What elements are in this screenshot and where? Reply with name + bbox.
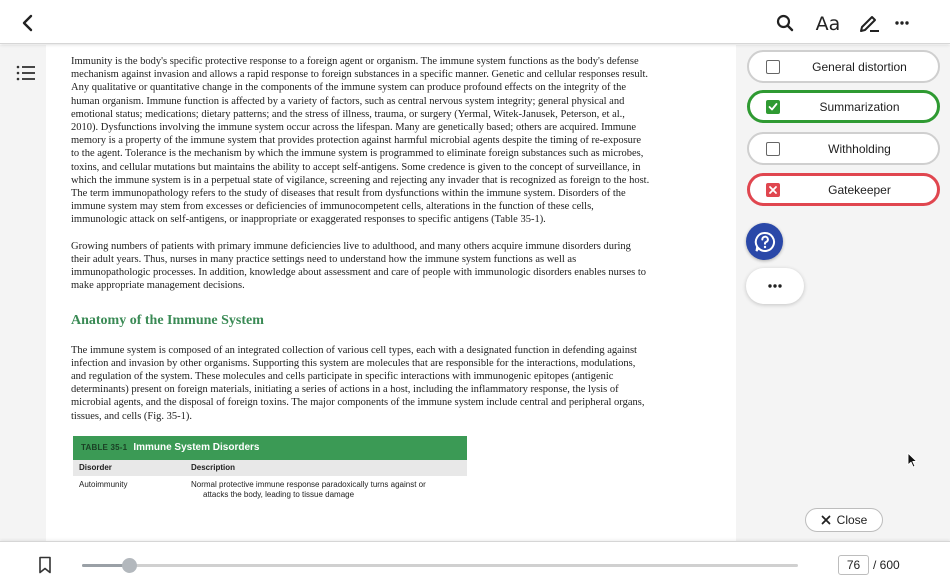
table-column-headers: [73, 460, 467, 476]
close-button[interactable]: [805, 508, 883, 532]
top-toolbar: [0, 0, 950, 44]
option-summarization[interactable]: [747, 90, 940, 123]
font-settings-button[interactable]: Aa: [815, 13, 841, 35]
option-withholding[interactable]: [747, 132, 940, 165]
option-label: Gatekeeper: [828, 182, 891, 197]
left-rail: [0, 45, 46, 541]
option-label: Withholding: [828, 141, 891, 156]
bottom-toolbar: [0, 541, 950, 586]
table-title: Immune System Disorders: [133, 442, 260, 454]
bookmark-icon: [38, 556, 52, 574]
column-header-disorder: Disorder: [79, 463, 112, 473]
cell-description: Normal protective immune response paradoxically turns against or attacks the body, leading to tissue damage: [191, 479, 426, 500]
table-of-contents-icon: [16, 65, 36, 81]
close-icon: [821, 515, 831, 525]
mouse-cursor-icon: [907, 452, 918, 473]
search-icon: [776, 14, 794, 32]
panel-more-button[interactable]: [746, 268, 804, 304]
checkbox-unchecked-icon[interactable]: [766, 142, 780, 156]
table-of-contents-button[interactable]: [16, 65, 36, 81]
table-header: [73, 436, 467, 460]
more-options-button[interactable]: [887, 8, 917, 38]
cell-disorder: Autoimmunity: [79, 479, 128, 489]
checkbox-unchecked-icon[interactable]: [766, 60, 780, 74]
body-paragraph: Growing numbers of patients with primary immune deficiencies live to adulthood, and many others acquire immune disorders during their adult years. Thus, nurses in many practice settings need to understand how the immune system functions as well as immunopathologic processes. In addition, knowledge about assessment and care of people with immunologic disorders enables nurses to make appropriate management decisions.: [71, 240, 647, 292]
more-horizontal-icon: [894, 20, 910, 26]
column-header-description: Description: [191, 463, 236, 473]
body-paragraph: The immune system is composed of an integrated collection of various cell types, each with a designated function in defending against infection and invasion by other organisms. Supporting this system are molecules that are responsible for the interactions, modulations, and regulation of the system. These molecules and cells participate in specific interactions with immunogenic epitopes (antigenic determinants) present on foreign materials, initiating a series of actions in a host, including the inflammatory response, the lysis of microbial agents, and the disposal of foreign toxins. The major components of the immune system include central and peripheral organs, tissues, and cells (Fig. 35-1).: [71, 344, 645, 422]
more-horizontal-icon: [767, 283, 783, 289]
help-button[interactable]: [746, 223, 783, 260]
checkbox-checked-icon[interactable]: [766, 100, 780, 114]
body-paragraph: Immunity is the body's specific protective response to a foreign agent or organism. The immune system functions as the body's defense mechanism against invasion and allows a rapid response to foreign substances in a specific manner. Genetic and cellular responses result. Any qualitative or quantitative change in the components of the immune system can produce profound effects on the integrity of the human organism. Immune function is affected by a variety of factors, such as central nervous system integrity; general physical and emotional status; medications; dietary patterns; and the stress of illness, trauma, or surgery (Yermal, Witek-Janusek, Peterson, et al., 2010). Dysfunctions involving the immune system occur across the lifespan. Many are genetically based; others are acquired. Immune memory is a property of the immune system that provides protection against harmful microbial agents despite the timing of re-exposure to the agent. Tolerance is the mechanism by which the immune system is programmed to eliminate foreign substances such as microbes, toxins, and cellular mutations but maintains the ability to accept self-antigens. Some credence is given to the concept of surveillance, in which the immune system is in a perpetual state of vigilance, screening and rejecting any invader that is recognized as foreign to the host. The term immunopathology refers to the study of diseases that result from dysfunctions within the immune system. Disorders of the immune system may stem from excesses or deficiencies of immunocompetent cells, alterations in the function of these cells, immunologic attack on self-antigens, or inappropriate or exaggerated responses to specific antigens (Table 35-1).: [71, 56, 650, 226]
option-gatekeeper[interactable]: [747, 173, 940, 206]
highlight-button[interactable]: [854, 8, 884, 38]
question-bubble-icon: [753, 230, 777, 254]
option-general-distortion[interactable]: [747, 50, 940, 83]
book-page: [46, 45, 736, 534]
close-label: Close: [836, 513, 868, 527]
option-label: Summarization: [819, 99, 900, 114]
bookmark-button[interactable]: [38, 556, 52, 579]
page-total: / 600: [873, 558, 900, 572]
section-heading: Anatomy of the Immune System: [71, 313, 264, 329]
table-row: [73, 476, 467, 501]
slider-thumb[interactable]: [122, 558, 137, 573]
table-number: TABLE 35-1: [81, 443, 128, 453]
option-label: General distortion: [812, 59, 907, 74]
table-immune-disorders: [73, 436, 467, 501]
pen-highlight-icon: [858, 13, 880, 33]
page-number-input[interactable]: 76: [838, 555, 869, 575]
chevron-left-icon: [20, 14, 34, 32]
search-button[interactable]: [770, 8, 800, 38]
checkbox-rejected-icon[interactable]: [766, 183, 780, 197]
page-slider[interactable]: [82, 564, 798, 567]
back-button[interactable]: [12, 8, 42, 38]
